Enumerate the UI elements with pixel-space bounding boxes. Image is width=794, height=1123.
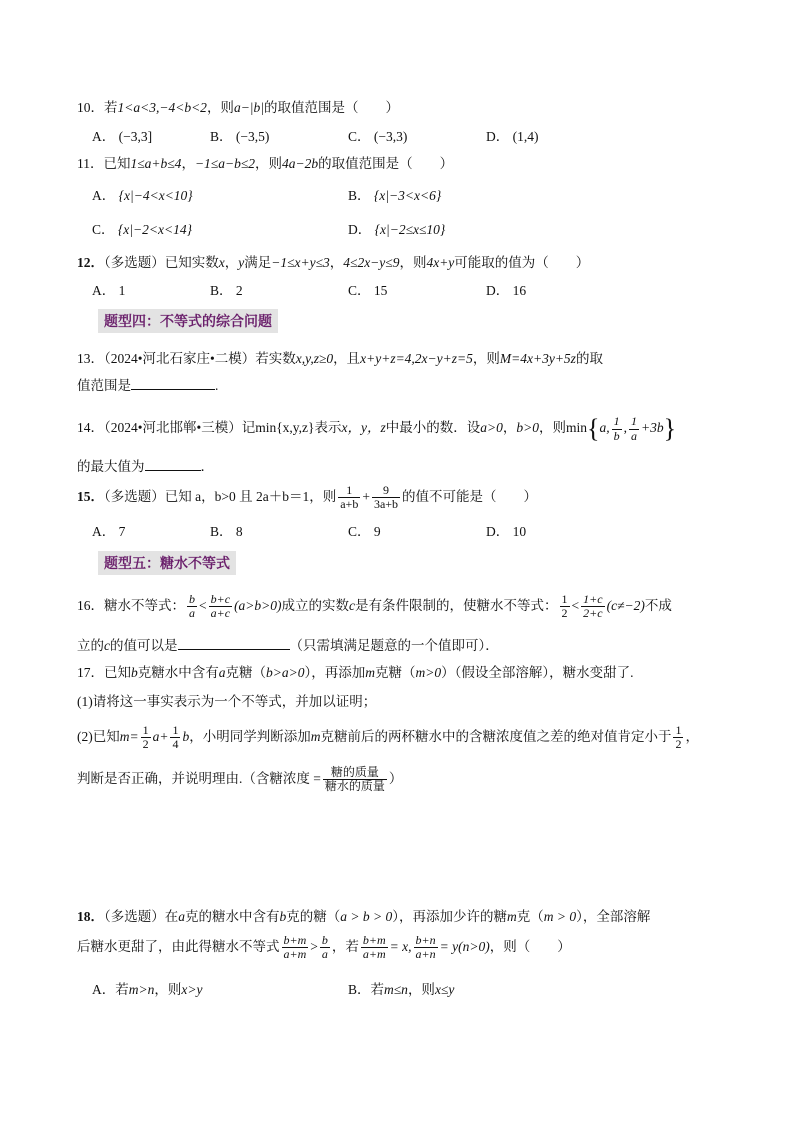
option-value: {x|−2<x<14} [117,222,192,237]
q14-arg-a: a, [599,420,610,436]
q18-text6: ），全部溶解 [576,909,651,924]
q18-line2-text3: ，则（ ） [489,938,571,954]
q13-line2 [77,374,218,394]
q10-option-d[interactable] [486,125,539,145]
numerator: 1 [631,414,638,429]
q17-line3-text: 判断是否正确，并说明理由.（含糖浓度 = [77,770,321,786]
q17-part2-var-m: m [310,728,321,744]
q17-var-m: m [365,665,375,680]
q18-option-a[interactable] [92,978,202,998]
option-result: x≤y [434,982,455,997]
q13-text4: 的取 [575,351,603,366]
option-label: D． [348,222,372,237]
q14-comma: , [623,420,628,436]
q18-var-m: m [506,909,517,924]
numerator: b+n [415,933,436,947]
q17-text2: 克糖水中含有 [137,665,219,680]
option-value: (1,4) [512,129,539,144]
q11-stem [77,152,453,172]
option-label: B． [210,524,233,539]
multi-select-tag: （多选题） [104,255,165,270]
q14-stem [77,414,676,444]
q16-text3: 是有条件限制的，使糖水不等式： [355,597,558,613]
q18-eq-x: = x, [389,938,412,954]
q18-condition2: m > 0 [543,909,577,924]
q18-text3: 克的糖（ [286,909,341,924]
q12-condition1: −1≤x+y≤3 [271,255,330,270]
option-text: ，则 [154,982,182,997]
denominator: 糖水的质量 [324,779,385,794]
denominator: a+n [415,947,436,962]
q10-text3: 的取值范围是（ ） [263,100,399,115]
option-label: C． [348,524,371,539]
denominator: 2+c [583,606,603,621]
numerator: 1 [613,414,620,429]
q17-var-b: b [131,665,138,680]
q18-eq-y: = y(n>0) [439,938,490,954]
q12-expression: 4x+y [426,255,455,270]
q13-text5: 值范围是 [77,378,131,393]
q18-text4: ），再添加少许的糖 [392,909,507,924]
option-value: 8 [235,524,243,539]
option-label: D． [486,283,510,298]
option-value: (−3,5) [235,129,270,144]
left-brace: { [587,414,600,443]
question-number: 11． [77,156,104,171]
q18-var-b: b [279,909,287,924]
question-number: 18． [77,909,104,924]
q16-lt2: < [571,597,580,613]
q17-line3-end: ） [388,770,403,786]
q15-text2: 的值不可能是（ ） [402,488,538,504]
q18-text2: 克的糖水中含有 [185,909,280,924]
q18-var-a: a [178,909,185,924]
q16-var-c: c [349,597,356,613]
q14-condition1: a>0 [480,420,503,436]
numerator: 1 [338,484,360,498]
option-label: A．若 [92,982,129,997]
q12-text2: 满足 [244,255,272,270]
q12-stem [77,251,589,271]
numerator: 1 [142,723,149,737]
numerator: b+c [210,592,231,606]
q10-option-a[interactable] [92,125,152,145]
q16-condition2: (c≠−2) [606,597,645,613]
option-value: 10 [512,524,527,539]
q14-vars: x，y，z [341,420,386,436]
fraction-concentration [323,766,387,793]
q14-line2 [77,455,214,475]
option-value: 15 [373,283,388,298]
q18-stem [77,905,650,925]
q14-text4: ，则 [539,420,567,436]
q17-part2-text3: 克糖前后的两杯糖水中的含糖浓度值之差的绝对值肯定小于 [320,728,672,744]
fraction-1c-over-2c [581,593,604,620]
section-heading-4: 题型四：不等式的综合问题 [98,309,278,333]
q17-line3 [77,766,402,793]
q15-plus: + [362,488,370,504]
q10-condition: 1<a<3,−4<b<2 [117,100,207,115]
q16-text2: 成立的实数 [281,597,350,613]
option-value: {x|−3<x<6} [373,188,442,203]
q14-sep: ， [502,420,517,436]
q12-condition2: 4≤2x−y≤9 [343,255,400,270]
q11-option-d[interactable] [348,218,445,238]
option-label: A． [92,188,116,203]
q11-option-b[interactable] [348,184,441,204]
q17-text4: ），再添加 [304,665,366,680]
q14-end: ． [200,459,214,474]
question-number: 13． [77,351,104,366]
question-number: 12． [77,255,104,270]
fraction-2 [372,484,400,511]
q16-stem [77,593,672,620]
question-source: （2024•河北邯郸•三模） [104,420,242,436]
q14-min-label: min [566,420,588,436]
q12-option-d[interactable] [486,279,526,299]
option-label: B． [210,129,233,144]
fraction-b-over-a [187,593,197,620]
q16-lt: < [199,597,207,613]
q10-expression: a−|b| [233,100,264,115]
q10-stem [77,96,399,116]
denominator: 3a+b [373,497,399,512]
q13-stem [77,347,603,367]
fraction-1-over-2 [560,593,570,620]
q15-option-b[interactable] [210,520,243,540]
denominator: 4 [172,737,179,752]
multi-select-tag: （多选题） [104,909,165,924]
option-label: B． [348,188,371,203]
q11-option-c[interactable] [92,218,192,238]
q13-text2: ，且 [333,351,361,366]
q18-option-b[interactable] [348,978,454,998]
fraction-1 [338,484,360,511]
question-number: 14． [77,420,104,436]
fraction-1-over-4 [170,724,180,751]
fraction-bn-over-an [414,934,438,961]
q12-option-b[interactable] [210,279,243,299]
option-value: 16 [512,283,527,298]
q11-expression: 4a−2b [281,156,319,171]
section-heading-5: 题型五：糖水不等式 [98,551,236,575]
answer-blank[interactable] [131,377,215,390]
right-brace: } [663,414,677,443]
q14-text5: 的最大值为 [77,459,145,474]
fraction-1-over-b [612,415,622,442]
q17-text5: 克糖（ [374,665,416,680]
numerator: b+m [362,933,386,947]
fraction-bm-over-am-2 [361,934,388,961]
q10-text2: ，则 [206,100,234,115]
numerator: 9 [372,484,400,498]
option-value: {x|−4<x<10} [118,188,193,203]
q11-option-a[interactable] [92,184,193,204]
q15-option-a[interactable] [92,520,125,540]
q12-text3: ，则 [399,255,427,270]
denominator: a+m [362,947,386,962]
option-label: A． [92,524,116,539]
numerator: b [189,592,195,606]
numerator: b+m [283,933,307,947]
question-number: 16． [77,597,104,613]
multi-select-tag: （多选题） [104,488,165,504]
q17-part2-text: (2)已知 [77,728,120,744]
option-label: B． [210,283,233,298]
fraction-1-over-2 [141,724,151,751]
denominator: a [189,606,195,621]
question-number: 17． [77,665,104,680]
q16-text4: 不成 [644,597,672,613]
q14-arg-end: +3b [641,420,664,436]
q18-line2-text2: ，若 [331,938,359,954]
q11-condition1: 1≤a+b≤4 [130,156,182,171]
denominator: 2 [142,737,149,752]
q16-text7: （只需填满足题意的一个值即可）． [289,638,499,653]
q17-var-a: a [218,665,226,680]
q13-vars: x,y,z≥0 [295,351,334,366]
numerator: 1 [172,723,179,737]
option-label: B．若 [348,982,385,997]
q14-text3: 中最小的数．设 [385,420,481,436]
q13-condition: x+y+z=4,2x−y+z=5 [360,351,473,366]
q14-condition2: b>0 [516,420,540,436]
q17-text3: 克糖（ [225,665,266,680]
q17-part2-end: ， [685,728,699,744]
q17-condition2: m>0 [415,665,442,680]
q12-option-a[interactable] [92,279,125,299]
option-value: 9 [373,524,381,539]
option-result: x>y [181,982,203,997]
q16-condition: (a>b>0) [234,597,282,613]
q15-stem [77,484,537,511]
q17-stem [77,661,633,681]
q14-min-function: min{x,y,z} [255,420,315,436]
option-label: D． [486,129,510,144]
q18-line2 [77,934,571,961]
q12-sep2: ， [329,255,344,270]
option-condition: m>n [128,982,155,997]
denominator: 2 [675,737,682,752]
q17-part2 [77,724,699,751]
q18-text: 在 [164,909,179,924]
q12-var-x: x [218,255,225,270]
q18-condition: a > b > 0 [340,909,393,924]
q10-option-c[interactable] [348,125,407,145]
q15-option-c[interactable] [348,520,381,540]
option-value: 1 [118,283,126,298]
denominator: a+m [283,947,307,962]
q11-condition2: −1≤a−b≤2 [194,156,255,171]
answer-blank[interactable] [145,458,201,471]
q15-text: 已知 a，b>0 且 2a＋b＝1，则 [164,488,337,504]
q18-line2-text: 后糖水更甜了，由此得糖水不等式 [77,938,280,954]
option-label: A． [92,129,116,144]
option-label: D． [486,524,510,539]
option-condition: m≤n [384,982,408,997]
numerator: 糖的质量 [323,766,387,780]
q17-b: b [182,728,190,744]
denominator: b [613,428,620,443]
q11-text: 已知 [103,156,131,171]
numerator: 1+c [583,592,603,606]
q12-sep: ， [224,255,239,270]
numerator: 1 [675,723,682,737]
q11-sep: ， [181,156,195,171]
option-label: C． [92,222,115,237]
q18-gt: > [310,938,318,954]
q16-var-c2: c [104,638,110,653]
answer-blank[interactable] [178,637,290,650]
option-label: C． [348,283,371,298]
fraction-bm-over-am [282,934,309,961]
denominator: a+b [340,497,359,512]
q13-text3: ，则 [472,351,500,366]
q14-text2: 表示 [314,420,342,436]
numerator: b [321,933,328,947]
option-text: ，则 [407,982,435,997]
q16-line2 [77,634,499,654]
q13-expression: M=4x+3y+5z [499,351,576,366]
option-value: 2 [235,283,243,298]
q17-a-plus: a+ [152,728,169,744]
question-source: （2024•河北石家庄•二模） [104,351,256,366]
q17-text6: ）（假设全部溶解），糖水变甜了. [441,665,634,680]
q17-text: 已知 [104,665,131,680]
q12-text: 已知实数 [164,255,219,270]
q16-text6: 的值可以是 [110,638,178,653]
q10-text: 若 [104,100,118,115]
q12-text4: 可能取的值为（ ） [454,255,590,270]
q13-end: . [215,378,219,393]
fraction-1-over-a [629,415,639,442]
option-value: {x|−2≤x≤10} [374,222,446,237]
q11-text2: ，则 [254,156,282,171]
q16-text5: 立的 [77,638,104,653]
q17-part1: (1)请将这一事实表示为一个不等式，并加以证明； [77,694,377,709]
q13-text: 若实数 [255,351,296,366]
q12-var-y: y [238,255,245,270]
option-value: (−3,3] [118,129,153,144]
question-number: 15． [77,488,104,504]
option-value: 7 [118,524,126,539]
q17-m-eq: m= [119,728,139,744]
denominator: a+c [210,606,231,621]
q12-option-c[interactable] [348,279,387,299]
option-value: (−3,3) [373,129,408,144]
q15-option-d[interactable] [486,520,526,540]
option-label: A． [92,283,116,298]
fraction-bc-over-ac [209,593,232,620]
q10-option-b[interactable] [210,125,269,145]
denominator: 2 [561,606,568,621]
denominator: a [631,428,638,443]
fraction-1-over-2b [673,724,683,751]
numerator: 1 [561,592,568,606]
q18-text5: 克（ [516,909,544,924]
q11-text3: 的取值范围是（ ） [318,156,454,171]
q17-part2-text2: ，小明同学判断添加 [189,728,311,744]
q16-text: 糖水不等式： [104,597,185,613]
q14-text: 记 [241,420,256,436]
question-number: 10． [77,100,104,115]
fraction-b-over-a [320,934,330,961]
option-label: C． [348,129,371,144]
denominator: a [321,947,328,962]
q17-condition: b>a>0 [266,665,305,680]
